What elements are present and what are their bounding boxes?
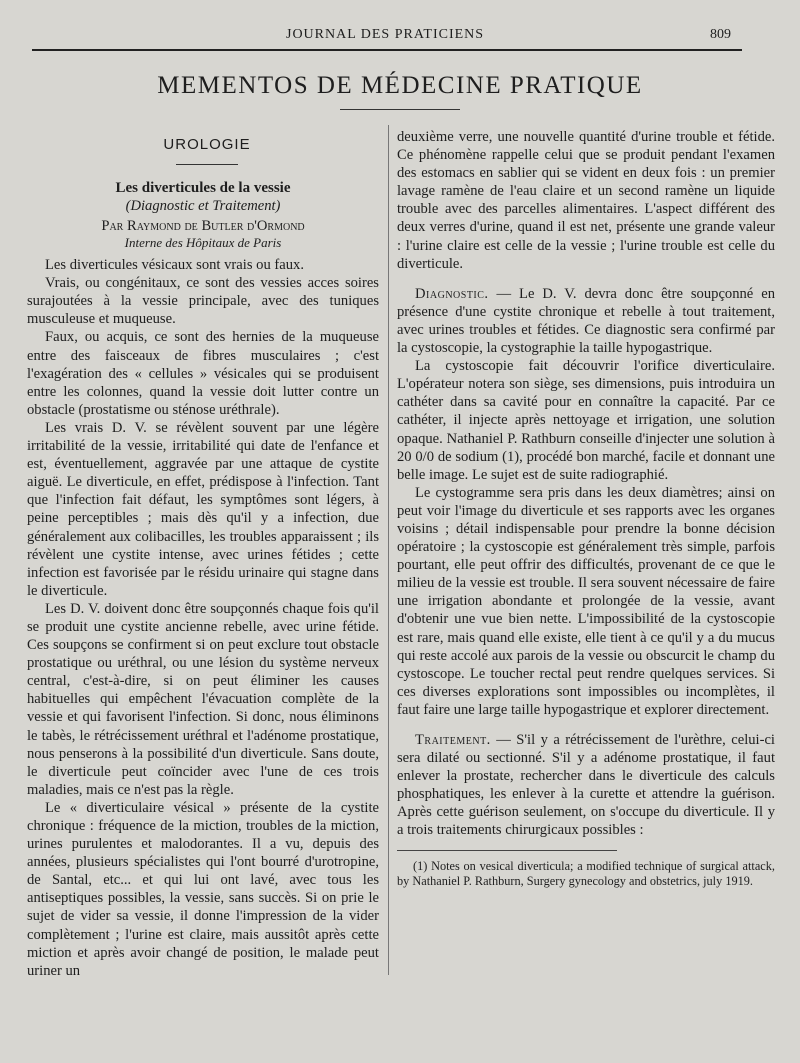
title-rule — [340, 109, 460, 110]
paragraph: La cystoscopie fait découvrir l'orifice diverticulaire. L'opérateur notera son siège, ses dimensions, puis introduira un cathéter dans sa cavité pour en connaître la capacité. Par ce cathéter, il injecte après nettoyage et irrigation, une solution opaque. Nathaniel P. Rathburn conseille d'injecter une solution à 20 0/0 de sodium (1), procédé bon marché, facile et donnant une belle image. Le sujet est de suite radiographié. — [397, 358, 775, 483]
journal-name: JOURNAL DES PRATICIENS — [286, 27, 485, 42]
traitement-heading: Traitement. — [415, 732, 491, 748]
paragraph: Le « diverticulaire vésical » présente de la cystite chronique : fréquence de la miction, troubles de la miction, urines purulentes et malodorantes. Il a vu, depuis des années, plusieurs spécialistes qui l'ont bourré d'urotropine, de Santal, etc... et qui lui ont lavé, avec tous les antiseptiques possibles, la vessie, sans succès. Si on prie le sujet de vider sa vessie, il donne l'impression de la vider complètement ; l'urine est claire, mais aussitôt après cette miction et après avoir changé de position, le malade peut uriner un — [27, 799, 379, 979]
diagnostic-heading: Diagnostic. — [415, 285, 489, 302]
right-column — [397, 128, 775, 889]
diagnostic-paragraph — [397, 285, 775, 357]
author-role: Interne des Hôpitaux de Paris — [124, 235, 282, 251]
main-title: MEMENTOS DE MÉDECINE PRATIQUE — [157, 72, 643, 99]
traitement-paragraph — [397, 731, 775, 840]
author-prefix: Par — [101, 218, 124, 235]
paragraph: Faux, ou acquis, ce sont des hernies de la muqueuse entre des faisceaux de fibres musculaires ; c'est l'exagération des « cellules » vésicales qui se produisent entre les colonnes, quand la vessie doit lutter contre un obstacle (prostatisme ou sténose uréthrale). — [27, 329, 379, 418]
paragraph: Les D. V. doivent donc être soupçonnés chaque fois qu'il se produit une cystite ancienne rebelle, avec urine fétide. Ces soupçons se confirment si on peut exclure tout obstacle prostatique ou uréthral, ou une lésion du système nerveux central, c'est-à-dire, si on peut éliminer les causes habituelles qui empêchent l'évacuation complète de la vessie et qui favorisent l'infection. Si donc, nous éliminons le tabès, le rétrécissement uréthral et l'adénome prostatique, nous penserons à la possibilité d'un diverticule. Sans doute, le diverticule peut coïncider avec l'une de ces trois maladies, mais ce n'est pas la règle. — [27, 600, 379, 798]
article-title: Les diverticules de la vessie — [115, 180, 291, 197]
page-header — [0, 27, 800, 47]
paragraph: Les vrais D. V. se révèlent souvent par une légère irritabilité de la vessie, irritabilité qui date de l'enfance et est, éventuellement, aggravée par une attaque de cystite aiguë. Le diverticule, en effet, prédispose à l'infection. Tant que l'infection fait défaut, les symptômes sont légers, à peine perceptibles ; mais dès qu'il y a infection, due généralement aux colibacilles, les troubles apparaissent ; ils révèlent une cystite intense, avec urines fétides ; cette infection est favorisée par le résidu urinaire qui stagne dans le diverticule. — [27, 419, 379, 599]
article-subtitle: (Diagnostic et Traitement) — [125, 198, 281, 215]
diagnostic-text: — Le D. V. devra donc être soupçonné en présence d'une cystite chronique et rebelle à tout traitement, avec urines troubles et fétides. Ce diagnostic sera confirmé par la cystoscopie, la cystographie la taille hypogastrique. — [397, 285, 775, 357]
header-rule — [32, 49, 742, 51]
traitement-text: — S'il y a rétrécissement de l'urèthre, celui-ci sera dilaté ou sectionné. S'il y a adénome prostatique, il faut enlever la prostate, rechercher dans le diverticule des calculs phosphatiques, les enlever à la curette et attendre la guérison. Après cette guérison seulement, on s'occupe du diverticule. Il y a trois traitements chirurgicaux possibles : — [397, 732, 775, 839]
column-divider — [388, 125, 389, 975]
author-name: Raymond de Butler d'Ormond — [127, 218, 305, 235]
section-heading: UROLOGIE — [163, 136, 251, 153]
left-column — [27, 136, 379, 980]
paragraph: Vrais, ou congénitaux, ce sont des vessies acces soires surajoutées à la vessie principale, avec des tuniques musculeuse et muqueuse. — [27, 275, 379, 328]
section-rule — [176, 164, 238, 165]
paragraph: Les diverticules vésicaux sont vrais ou faux. — [45, 257, 304, 274]
footnote-rule — [397, 850, 617, 851]
paragraph: Le cystogramme sera pris dans les deux diamètres; ainsi on peut voir l'image du diverticule et ses rapports avec les organes voisins ; détail indispensable pour prendre la bonne décision opératoire ; la cystoscopie est généralement très simple, parfois pourtant, elle peut offrir des difficultés, provenant de ce que le milieu de la vessie est trouble. Il sera souvent nécessaire de faire une irrigation abondante et prolongée de la vessie, avant d'obtenir une vue bien nette. L'impossibilité de la cystoscopie est rare, mais quand elle existe, elle tient à ce qu'il y a du mucus qui reste accolé aux parois de la vessie ou obscurcit le champ du cystoscope. Le toucher rectal peut rendre quelques services. Si ces diverses explorations sont impossibles ou incomplètes, il faut faire une large taille hypogastrique et explorer directement. — [397, 484, 775, 718]
footnote: (1) Notes on vesical diverticula; a modified technique of surgical attack, by Nathaniel P. Rathburn, Surgery gynecology and obstetrics, july 1919. — [397, 858, 775, 888]
paragraph: deuxième verre, une nouvelle quantité d'urine trouble et fétide. Ce phénomène rappelle celui que se produit pendant l'examen des estomacs en sablier qui se vident en deux fois : un premier lavage ramène de l'eau claire et un second ramène un liquide trouble avec des parcelles alimentaires. L'aspect différent des deux verres d'urine, quand il est net, présente une grande valeur : l'urine claire est celle de la vessie ; l'urine trouble est celle du diverticule. — [397, 129, 775, 272]
page-number: 809 — [710, 27, 731, 42]
article-author — [27, 218, 379, 235]
